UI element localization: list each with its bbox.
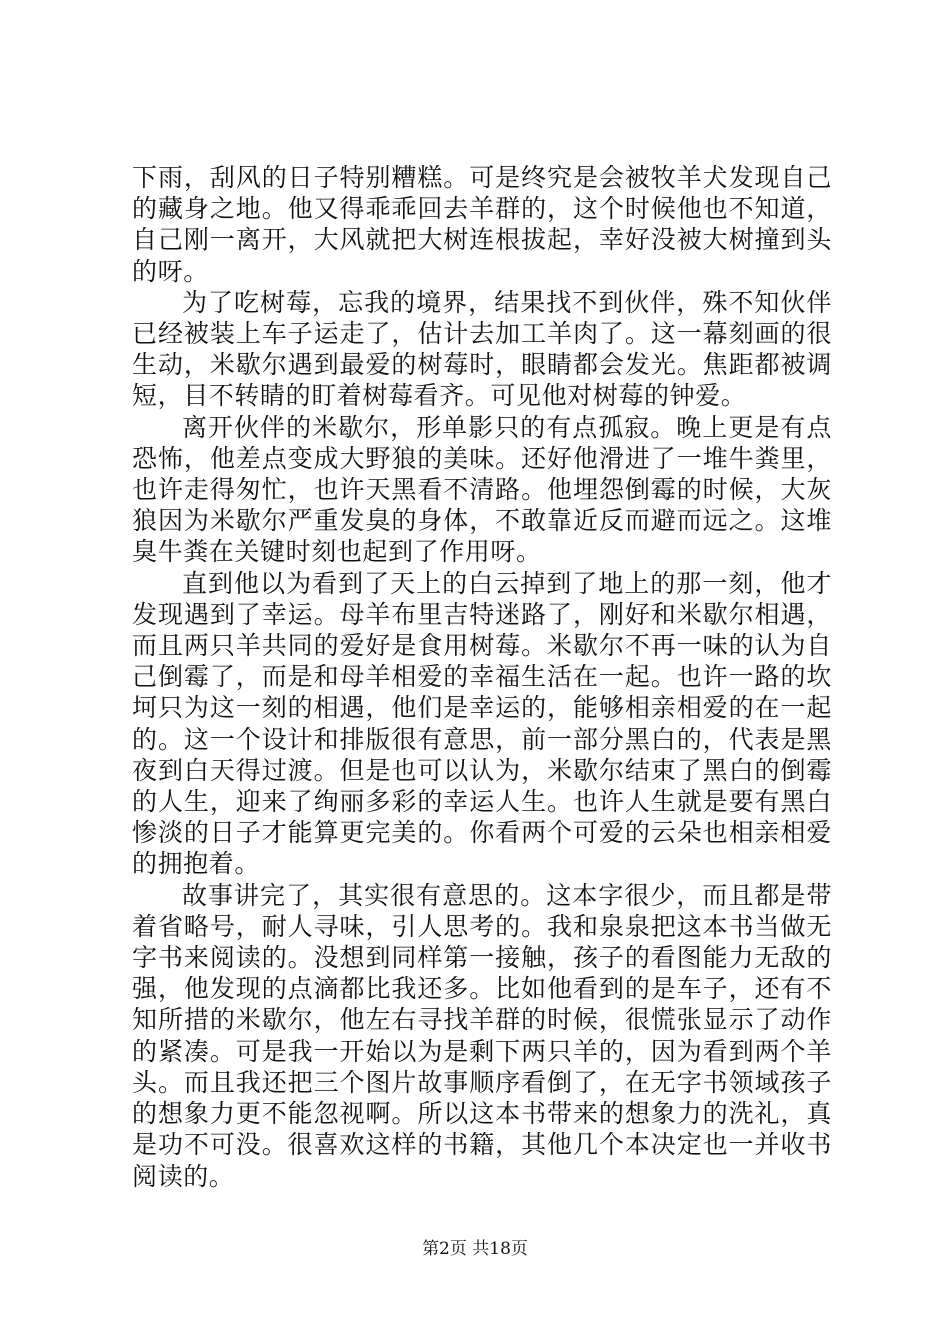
paragraph-1: 下雨，刮风的日子特别糟糕。可是终究是会被牧羊犬发现自己的藏身之地。他又得乖乖回去羊群的，这个时候他也不知道，自己刚一离开，大风就把大树连根拔起，幸好没被大树撞到头的呀。 bbox=[132, 163, 832, 286]
document-body bbox=[132, 162, 832, 1192]
paragraph-5: 故事讲完了，其实很有意思的。这本字很少，而且都是带着省略号，耐人寻味，引人思考的。我和泉泉把这本书当做无字书来阅读的。没想到同样第一接触，孩子的看图能力无敌的强，他发现的点滴都比我还多。比如他看到的是车子，还有不知所措的米歇尔，他左右寻找羊群的时候，很慌张显示了动作的紧凑。可是我一开始以为是剩下两只羊的，因为看到两个羊头。而且我还把三个图片故事顺序看倒了，在无字书领域孩子的想象力更不能忽视啊。所以这本书带来的想象力的洗礼，真是功不可没。很喜欢这样的书籍，其他几个本决定也一并收书阅读的。 bbox=[132, 880, 832, 1191]
paragraph-3: 离开伙伴的米歇尔，形单影只的有点孤寂。晚上更是有点恐怖，他差点变成大野狼的美味。还好他滑进了一堆牛粪里，也许走得匆忙，也许天黑看不清路。他埋怨倒霉的时候，大灰狼因为米歇尔严重发臭的身体，不敢靠近反而避而远之。这堆臭牛粪在关键时刻也起到了作用呀。 bbox=[132, 412, 832, 567]
page-number-footer: 第2页 共18页 bbox=[422, 1239, 528, 1259]
paragraph-4: 直到他以为看到了天上的白云掉到了地上的那一刻，他才发现遇到了幸运。母羊布里吉特迷路了，刚好和米歇尔相遇，而且两只羊共同的爱好是食用树莓。米歇尔不再一味的认为自己倒霉了，而是和母羊相爱的幸福生活在一起。也许一路的坎坷只为这一刻的相遇，他们是幸运的，能够相亲相爱的在一起的。这一个设计和排版很有意思，前一部分黑白的，代表是黑夜到白天得过渡。但是也可以认为，米歇尔结束了黑白的倒霉的人生，迎来了绚丽多彩的幸运人生。也许人生就是要有黑白惨淡的日子才能算更完美的。你看两个可爱的云朵也相亲相爱的拥抱着。 bbox=[132, 568, 832, 879]
paragraph-2: 为了吃树莓，忘我的境界，结果找不到伙伴，殊不知伙伴已经被装上车子运走了，估计去加工羊肉了。这一幕刻画的很生动，米歇尔遇到最爱的树莓时，眼睛都会发光。焦距都被调短，目不转睛的盯着树莓看齐。可见他对树莓的钟爱。 bbox=[132, 287, 832, 411]
